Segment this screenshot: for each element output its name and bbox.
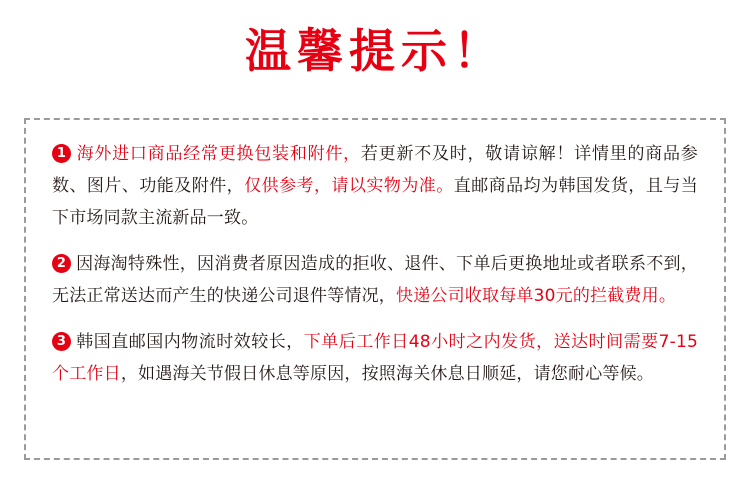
- notice-number-badge: 2: [52, 254, 71, 273]
- notice-segment-plain: 若更新不及时，敬请谅解！详情里的商品参数、图片、功能及附件，: [52, 144, 698, 196]
- notice-segment-emphasis: 海外进口商品经常更换包装和附件，: [76, 144, 361, 164]
- notice-item-2: [52, 248, 698, 312]
- notice-segment-emphasis: 快递公司收取每单30元的拦截费用。: [396, 286, 677, 306]
- notice-number-badge: 1: [52, 144, 71, 163]
- notice-paragraph: [52, 138, 698, 234]
- notice-item-3: [52, 326, 698, 390]
- notice-item-1: [52, 138, 698, 234]
- notice-segment-plain: 直邮商品均为韩国发货，且与当下市场同款主流新品一致。: [52, 176, 698, 228]
- notice-segment-emphasis: 仅供参考，请以实物为准。: [244, 176, 454, 196]
- notice-segment-plain: ，如遇海关节假日休息等原因，按照海关休息日顺延，请您耐心等候。: [120, 364, 655, 384]
- notice-paragraph: [52, 326, 698, 390]
- notice-segment-emphasis: 下单后工作日48小时之内发货，送达时间需要7-15个工作日: [52, 332, 698, 384]
- notice-segment-plain: 韩国直邮国内物流时效较长，: [76, 332, 304, 352]
- notice-box: [24, 118, 726, 460]
- page-title: 温馨提示！: [245, 24, 505, 78]
- notice-paragraph: [52, 248, 698, 312]
- notice-segment-plain: 因海淘特殊性，因消费者原因造成的拒收、退件、下单后更换地址或者联系不到，无法正常送达而产生的快递公司退件等情况，: [52, 254, 698, 306]
- notice-number-badge: 3: [52, 332, 71, 351]
